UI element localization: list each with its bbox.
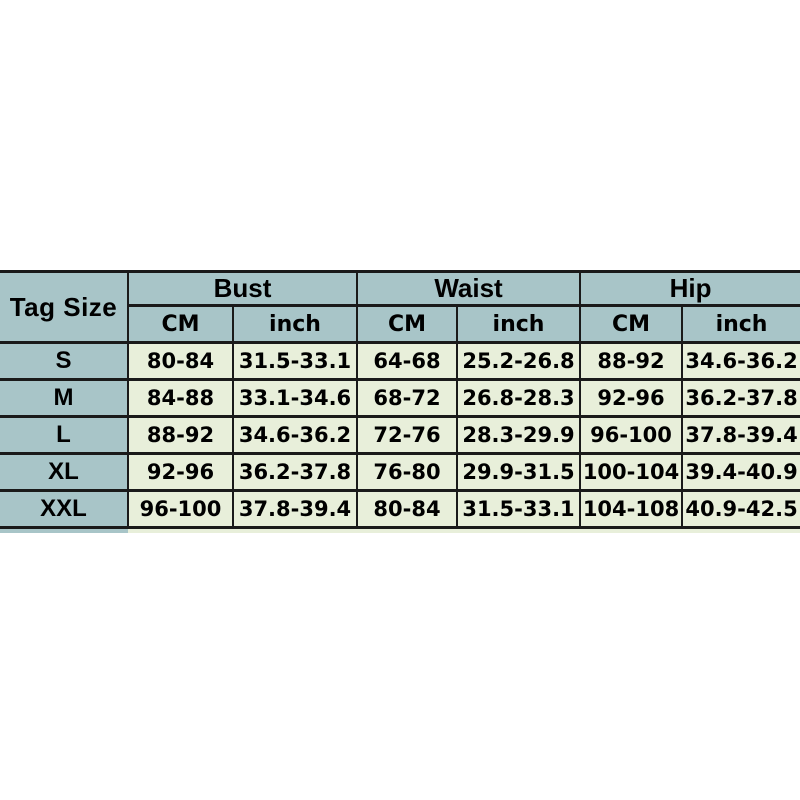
value-cell: 31.5-33.1 [457, 491, 580, 528]
unit-header-waist-cm: CM [357, 306, 457, 343]
value-cell: 37.8-39.4 [233, 491, 357, 528]
value-cell: 96-100 [128, 491, 233, 528]
value-cell: 88-92 [580, 343, 682, 380]
size-row-s [0, 343, 800, 380]
value-cell: 80-84 [357, 491, 457, 528]
value-cell: 36.2-37.8 [682, 380, 800, 417]
value-cell: 72-76 [357, 417, 457, 454]
value-cell: 88-92 [128, 417, 233, 454]
value-cell: 96-100 [580, 417, 682, 454]
group-header-bust: Bust [128, 272, 357, 306]
unit-header-bust-cm: CM [128, 306, 233, 343]
unit-header-bust-inch: inch [233, 306, 357, 343]
value-cell: 80-84 [128, 343, 233, 380]
value-cell: 33.1-34.6 [233, 380, 357, 417]
corner-header-tag-size: Tag Size [0, 272, 128, 343]
unit-header-hip-cm: CM [580, 306, 682, 343]
tag-cell: L [0, 417, 128, 454]
size-row-m [0, 380, 800, 417]
group-header-waist: Waist [357, 272, 580, 306]
cropped-row-sliver [0, 529, 800, 533]
size-row-xxl [0, 491, 800, 528]
unit-header-hip-inch: inch [682, 306, 800, 343]
value-cell: 39.4-40.9 [682, 454, 800, 491]
value-cell: 26.8-28.3 [457, 380, 580, 417]
tag-cell: XXL [0, 491, 128, 528]
value-cell: 100-104 [580, 454, 682, 491]
value-cell: 29.9-31.5 [457, 454, 580, 491]
value-cell: 28.3-29.9 [457, 417, 580, 454]
value-cell: 104-108 [580, 491, 682, 528]
size-row-l [0, 417, 800, 454]
group-header-row [0, 272, 800, 306]
value-cell: 92-96 [580, 380, 682, 417]
size-row-xl [0, 454, 800, 491]
tag-cell: S [0, 343, 128, 380]
tag-cell: M [0, 380, 128, 417]
tag-cell: XL [0, 454, 128, 491]
group-header-hip: Hip [580, 272, 800, 306]
unit-header-waist-inch: inch [457, 306, 580, 343]
value-cell: 40.9-42.5 [682, 491, 800, 528]
size-chart-container [0, 270, 800, 533]
size-chart-table [0, 270, 800, 529]
value-cell: 34.6-36.2 [233, 417, 357, 454]
value-cell: 36.2-37.8 [233, 454, 357, 491]
value-cell: 92-96 [128, 454, 233, 491]
value-cell: 68-72 [357, 380, 457, 417]
value-cell: 37.8-39.4 [682, 417, 800, 454]
value-cell: 25.2-26.8 [457, 343, 580, 380]
value-cell: 34.6-36.2 [682, 343, 800, 380]
value-cell: 84-88 [128, 380, 233, 417]
value-cell: 76-80 [357, 454, 457, 491]
value-cell: 64-68 [357, 343, 457, 380]
value-cell: 31.5-33.1 [233, 343, 357, 380]
